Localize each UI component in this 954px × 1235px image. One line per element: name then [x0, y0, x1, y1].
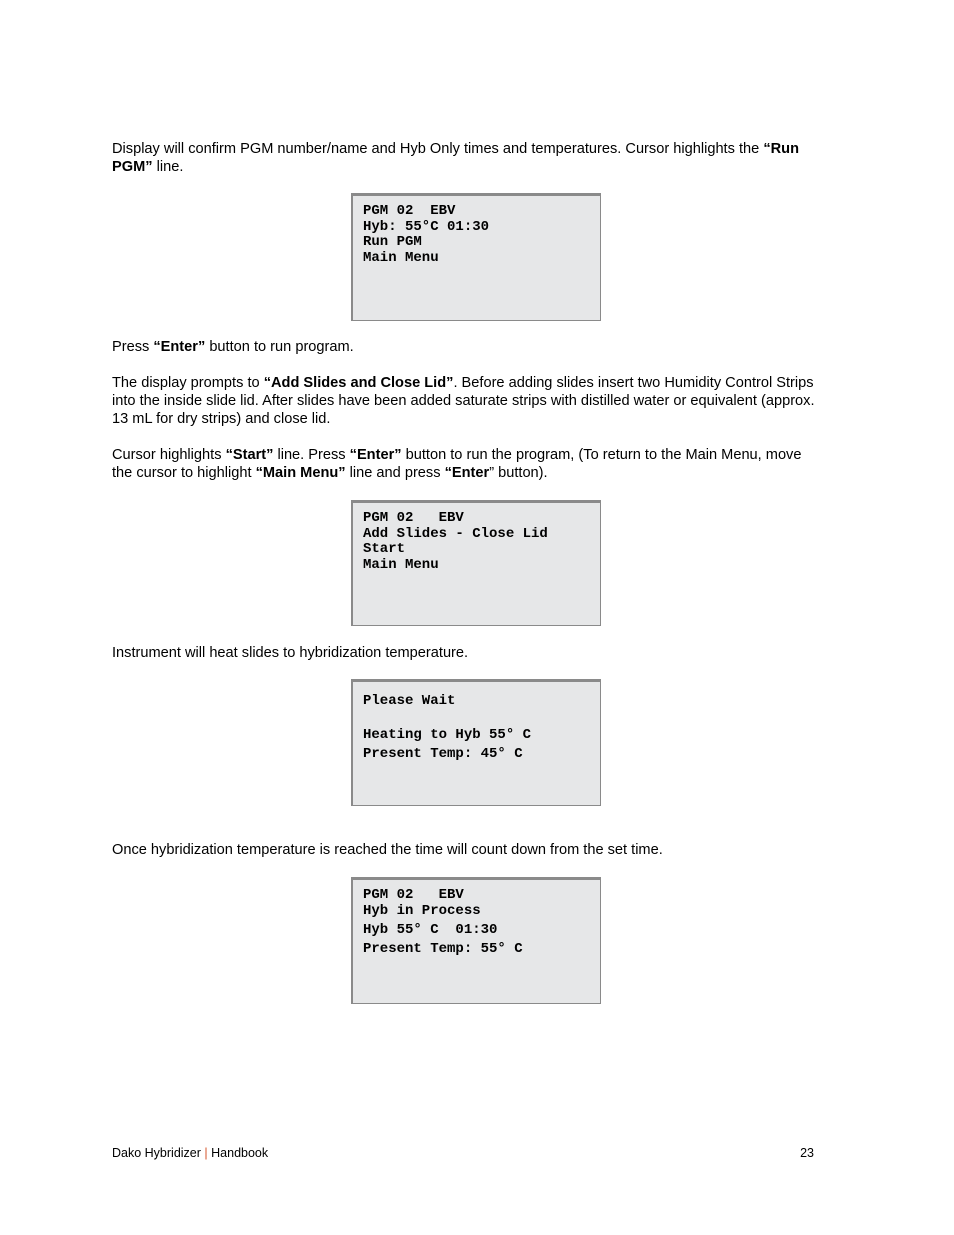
lcd-line: Run PGM [363, 234, 422, 250]
paragraph-add-slides: The display prompts to “Add Slides and Close Lid”. Before adding slides insert two Humidity Control Strips into the inside slide lid. After slides have been added saturate strips with distilled water or equivalent (approx. 13 mL for dry strips) and close lid. [112, 375, 815, 427]
lcd-display-hyb-process [351, 877, 601, 1004]
lcd-display-heating [351, 679, 601, 806]
lcd-line: Hyb in Process [363, 902, 481, 919]
paragraph-heating: Instrument will heat slides to hybridization temperature. [112, 645, 469, 661]
lcd-display-confirm [351, 193, 601, 321]
lcd-line: Please Wait [363, 693, 456, 709]
lcd-line: Hyb 55° C 01:30 [363, 921, 498, 938]
lcd-line: Main Menu [363, 556, 439, 573]
lcd-line: Start [363, 541, 406, 557]
lcd-line: Add Slides - Close Lid [363, 525, 548, 542]
page-footer [112, 1145, 814, 1161]
lcd-line: PGM 02 EBV [363, 887, 464, 903]
lcd-line: Hyb: 55°C 01:30 [363, 218, 490, 235]
lcd-line [363, 711, 600, 726]
lcd-line: Present Temp: 55° C [363, 940, 523, 957]
lcd-display-add-slides [351, 500, 601, 626]
lcd-line: Heating to Hyb 55° C [363, 727, 532, 743]
lcd-line: PGM 02 EBV [363, 203, 456, 219]
paragraph-press-enter: Press “Enter” button to run program. [112, 339, 354, 355]
footer-separator: | [204, 1146, 208, 1160]
lcd-line: Main Menu [363, 249, 439, 266]
footer-doc-title: Handbook [211, 1146, 269, 1160]
footer-product: Dako Hybridizer [112, 1146, 201, 1160]
lcd-line: PGM 02 EBV [363, 510, 464, 526]
paragraph-countdown: Once hybridization temperature is reached the time will count down from the set time. [112, 842, 663, 858]
paragraph-confirm-display: Display will confirm PGM number/name and Hyb Only times and temperatures. Cursor highlights the “Run PGM” line. [112, 141, 799, 175]
page-number: 23 [800, 1146, 814, 1160]
lcd-line: Present Temp: 45° C [363, 746, 523, 762]
paragraph-cursor-start: Cursor highlights “Start” line. Press “Enter” button to run the program, (To return to the Main Menu, move the cursor to highlight “Main Menu” line and press “Enter” button). [112, 447, 802, 481]
